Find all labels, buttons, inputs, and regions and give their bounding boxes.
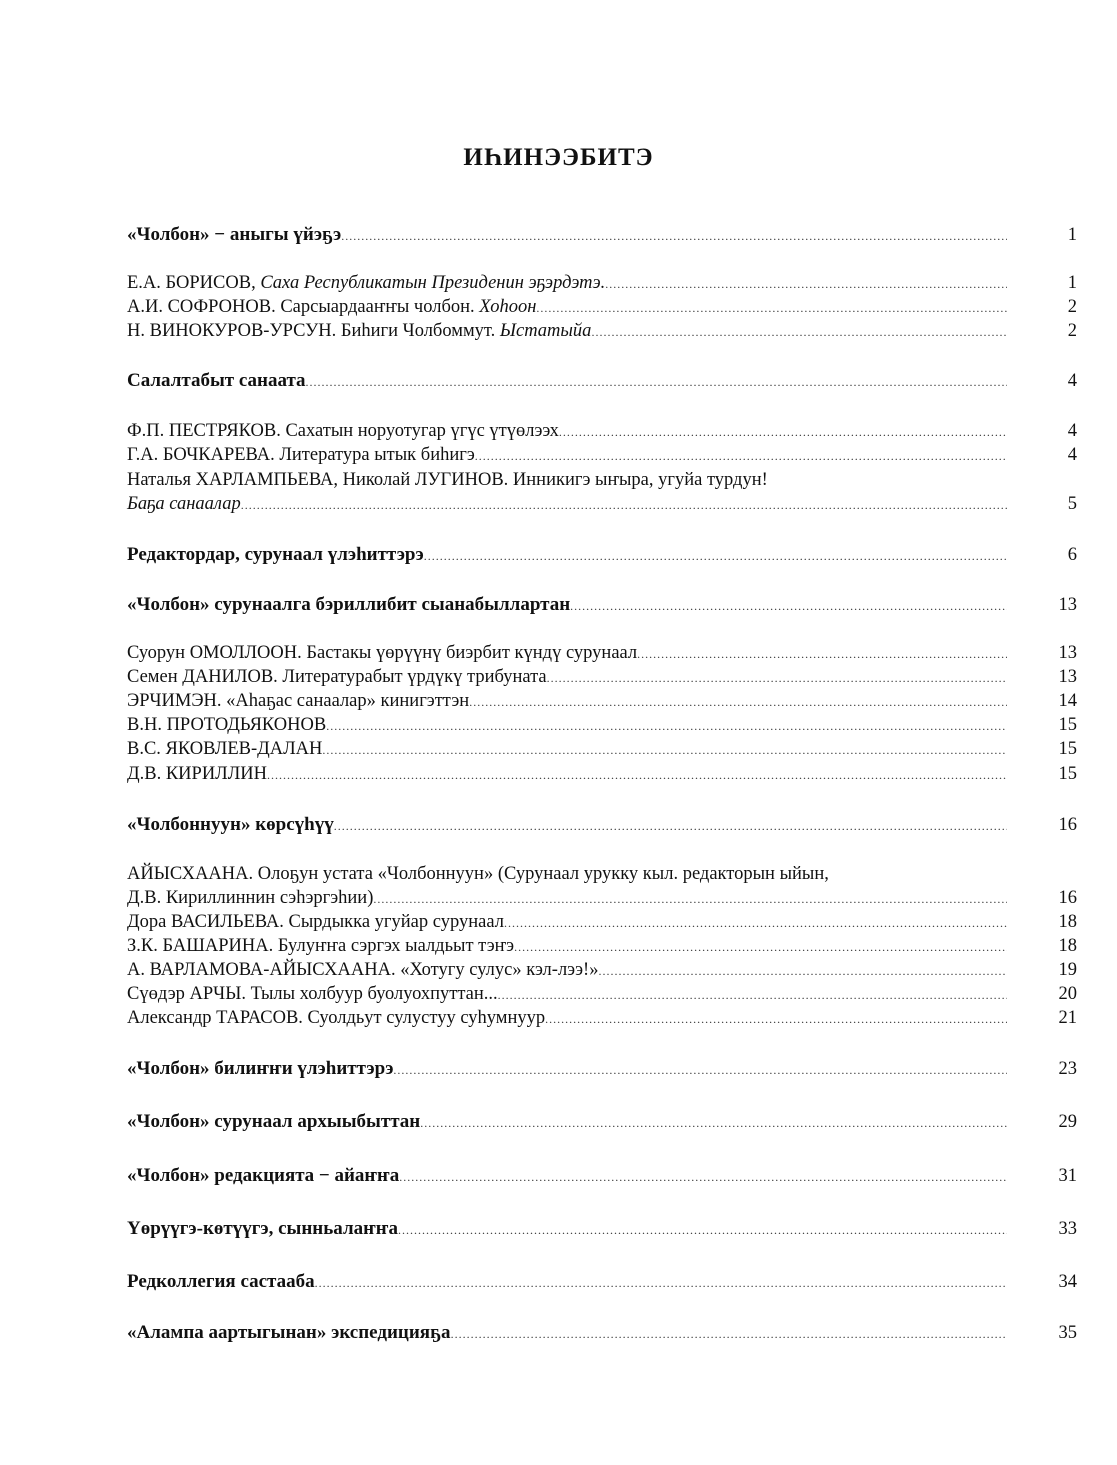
page-number: 4 [1067, 445, 1077, 465]
dot-leader [334, 814, 1007, 838]
entry-title [127, 689, 469, 713]
toc-section-heading [127, 1321, 1077, 1345]
entry-text: Редколлегия састааба [127, 1271, 315, 1292]
dot-leader [241, 493, 1007, 517]
dot-leader [393, 1058, 1007, 1082]
dot-leader [398, 1218, 1007, 1242]
toc-entry [127, 295, 1077, 319]
toc-entry [127, 982, 1077, 1006]
dot-leader [315, 1271, 1007, 1295]
entry-text: Редактордар, сурунаал үлэһиттэрэ [127, 544, 424, 565]
entry-text: Салалтабыт санаата [127, 370, 306, 391]
entry-text: А. ВАРЛАМОВА-АЙЫСХААНА. «Хотугу сулус» кэл-лээ!» [127, 960, 599, 980]
page-number: 18 [1058, 912, 1077, 932]
toc-section-heading [127, 223, 1077, 247]
entry-title [127, 1321, 451, 1345]
entry-title [127, 468, 768, 492]
toc-entry [127, 492, 1077, 516]
entry-title [127, 813, 334, 837]
entry-title [127, 1057, 393, 1081]
dot-leader [504, 911, 1007, 935]
dot-leader [322, 738, 1007, 762]
entry-genre-italic: Хоһоон [479, 297, 537, 317]
entry-title [127, 295, 536, 319]
page-number: 14 [1058, 691, 1077, 711]
toc-entry [127, 886, 1077, 910]
page-number: 2 [1067, 321, 1077, 341]
dot-leader [536, 296, 1007, 320]
dot-leader [341, 224, 1007, 248]
entry-text: Д.В. Кириллиннин сэһэргэһии) [127, 888, 374, 908]
entry-text: Семен ДАНИЛОВ. Литературабыт үрдүкү трибуната [127, 667, 547, 687]
toc-entry [127, 934, 1077, 958]
toc-section-heading [127, 1057, 1077, 1081]
dot-leader [326, 714, 1007, 738]
page-number: 13 [1058, 643, 1077, 663]
entry-text: «Чолбоннуун» көрсүһүү [127, 814, 334, 835]
dot-leader [591, 320, 1007, 344]
page-number: 13 [1058, 595, 1077, 615]
entry-title [127, 982, 498, 1006]
toc-entry [127, 862, 1077, 886]
entry-text: «Чолбон» сурунаалга бэриллибит сыанабыллартан [127, 594, 571, 615]
page-number: 19 [1058, 960, 1077, 980]
toc-entry [127, 468, 1077, 492]
toc-section-heading [127, 1110, 1077, 1134]
entry-text: Д.В. КИРИЛЛИН [127, 764, 267, 784]
toc-entry [127, 910, 1077, 934]
page-number: 18 [1058, 936, 1077, 956]
entry-title [127, 886, 373, 910]
page-number: 4 [1067, 421, 1077, 441]
toc-entry [127, 689, 1077, 713]
entry-text: «Чолбон» билиҥҥи үлэһиттэрэ [127, 1058, 394, 1079]
page-number: 15 [1058, 739, 1077, 759]
page-number: 1 [1067, 225, 1077, 245]
toc-entry [127, 319, 1077, 343]
entry-genre-italic: Саха Республикатын Президенин эҕэрдэтэ. [260, 273, 606, 293]
entry-title [127, 713, 326, 737]
toc-entry [127, 713, 1077, 737]
page-number: 16 [1058, 888, 1077, 908]
page-number: 16 [1058, 815, 1077, 835]
dot-leader [420, 1111, 1007, 1135]
entry-title [127, 862, 829, 886]
entry-title [127, 419, 559, 443]
dot-leader [469, 690, 1007, 714]
entry-title [127, 1217, 398, 1241]
entry-text: Ф.П. ПЕСТРЯКОВ. Сахатын норуотугар үгүс үтүөлээх [127, 421, 559, 441]
toc-entry [127, 419, 1077, 443]
toc-section-heading [127, 369, 1077, 393]
entry-text: «Чолбон» редакциятa − айаҥҥа [127, 1165, 400, 1186]
toc-entry [127, 762, 1077, 786]
toc-entry [127, 271, 1077, 295]
toc-entry [127, 958, 1077, 982]
entry-text: Үөрүүгэ-көтүүгэ, сынньалаҥҥа [127, 1218, 398, 1239]
page-number: 6 [1067, 545, 1077, 565]
dot-leader [451, 1322, 1007, 1346]
page-number: 13 [1058, 667, 1077, 687]
page-number: 2 [1067, 297, 1077, 317]
page-number: 23 [1058, 1059, 1077, 1079]
entry-title [127, 593, 570, 617]
entry-text: З.К. БАШАРИНА. Булуҥҥа сэргэх ыалдьыт тэҥэ [127, 936, 515, 956]
entry-text: ЭРЧИМЭН. «Аһаҕас санаалар» кинигэттэн [127, 691, 470, 711]
entry-text: Наталья ХАРЛАМПЬЕВА, Николай ЛУГИНОВ. Инникигэ ыҥыра, угуйа турдун! [127, 470, 768, 490]
entry-title [127, 1270, 315, 1294]
entry-genre-italic: Ыстатыйа [499, 321, 592, 341]
entry-text: «Чолбон» сурунаал архыыбыттан [127, 1111, 421, 1132]
entry-text: Сүөдэр АРЧЫ. Тылы холбуур буолуохпуттан... [127, 984, 498, 1004]
entry-text: Н. ВИНОКУРОВ-УРСУН. Биһиги Чолбоммут. [127, 321, 500, 341]
toc-entry [127, 641, 1077, 665]
entry-text: Е.А. БОРИСОВ, [127, 273, 261, 293]
entry-title [127, 443, 475, 467]
dot-leader [475, 444, 1007, 468]
dot-leader [598, 959, 1007, 983]
entry-text: Александр ТАРАСОВ. Суолдьут сулустуу суһумнуур [127, 1008, 546, 1028]
page-number: 33 [1058, 1219, 1077, 1239]
entry-text: Дора ВАСИЛЬЕВА. Сырдыкка угуйар сурунаал [127, 912, 504, 932]
page-number: 34 [1058, 1272, 1077, 1292]
entry-title [127, 934, 514, 958]
dot-leader [547, 666, 1007, 690]
entry-text: В.С. ЯКОВЛЕВ-ДАЛАН [127, 739, 323, 759]
entry-title [127, 369, 306, 393]
page-number: 31 [1058, 1166, 1077, 1186]
entry-text: «Алампа аартыгынан» экспедицияҕа [127, 1322, 451, 1343]
entry-text: А.И. СОФРОНОВ. Сарсыардааҥҥы чолбон. [127, 297, 480, 317]
toc-entry [127, 1006, 1077, 1030]
page-number: 35 [1058, 1323, 1077, 1343]
entry-text: Суорун ОМОЛЛООН. Бастакы үөрүүнү биэрбит күндү сурунаал [127, 643, 638, 663]
entry-text: «Чолбон» − аныгы үйэҕэ [127, 224, 342, 245]
entry-title [127, 665, 547, 689]
dot-leader [267, 763, 1007, 787]
toc-entry [127, 665, 1077, 689]
page-number: 15 [1058, 764, 1077, 784]
entry-title [127, 1006, 545, 1030]
dot-leader [605, 272, 1007, 296]
entry-title [127, 958, 598, 982]
toc-section-heading [127, 1270, 1077, 1294]
entry-title [127, 737, 322, 761]
dot-leader [545, 1007, 1007, 1031]
toc-section-heading [127, 1164, 1077, 1188]
dot-leader [498, 983, 1007, 1007]
entry-text: Г.А. БОЧКАРЕВА. Литература ытык биһигэ [127, 445, 475, 465]
page-number: 5 [1067, 494, 1077, 514]
entry-title [127, 910, 504, 934]
dot-leader [399, 1165, 1007, 1189]
page-number: 1 [1067, 273, 1077, 293]
dot-leader [424, 544, 1007, 568]
page-number: 4 [1067, 371, 1077, 391]
entry-title [127, 762, 267, 786]
entry-title [127, 492, 241, 516]
entry-title [127, 543, 424, 567]
dot-leader [559, 420, 1007, 444]
toc-section-heading [127, 593, 1077, 617]
entry-title [127, 1164, 399, 1188]
dot-leader [570, 594, 1007, 618]
entry-title [127, 319, 591, 343]
entry-title [127, 641, 637, 665]
dot-leader [514, 935, 1007, 959]
entry-text: АЙЫСХААНА. Олоҕун устата «Чолбоннуун» (Сурунаал урукку кыл. редакторын ыйын, [127, 864, 829, 884]
entry-title [127, 223, 341, 247]
dot-leader [306, 370, 1007, 394]
page-number: 15 [1058, 715, 1077, 735]
page-number: 21 [1058, 1008, 1077, 1028]
entry-title [127, 271, 605, 295]
toc-section-heading [127, 1217, 1077, 1241]
page-number: 29 [1058, 1112, 1077, 1132]
page-title: ИҺИНЭЭБИТЭ [463, 144, 654, 171]
toc-entry [127, 737, 1077, 761]
toc-entry [127, 443, 1077, 467]
toc-section-heading [127, 543, 1077, 567]
page-number: 20 [1058, 984, 1077, 1004]
entry-text: В.Н. ПРОТОДЬЯКОНОВ [127, 715, 327, 735]
dot-leader [637, 642, 1007, 666]
entry-genre-italic: Баҕа санаалар [127, 494, 241, 514]
dot-leader [373, 887, 1007, 911]
toc-section-heading [127, 813, 1077, 837]
entry-title [127, 1110, 420, 1134]
